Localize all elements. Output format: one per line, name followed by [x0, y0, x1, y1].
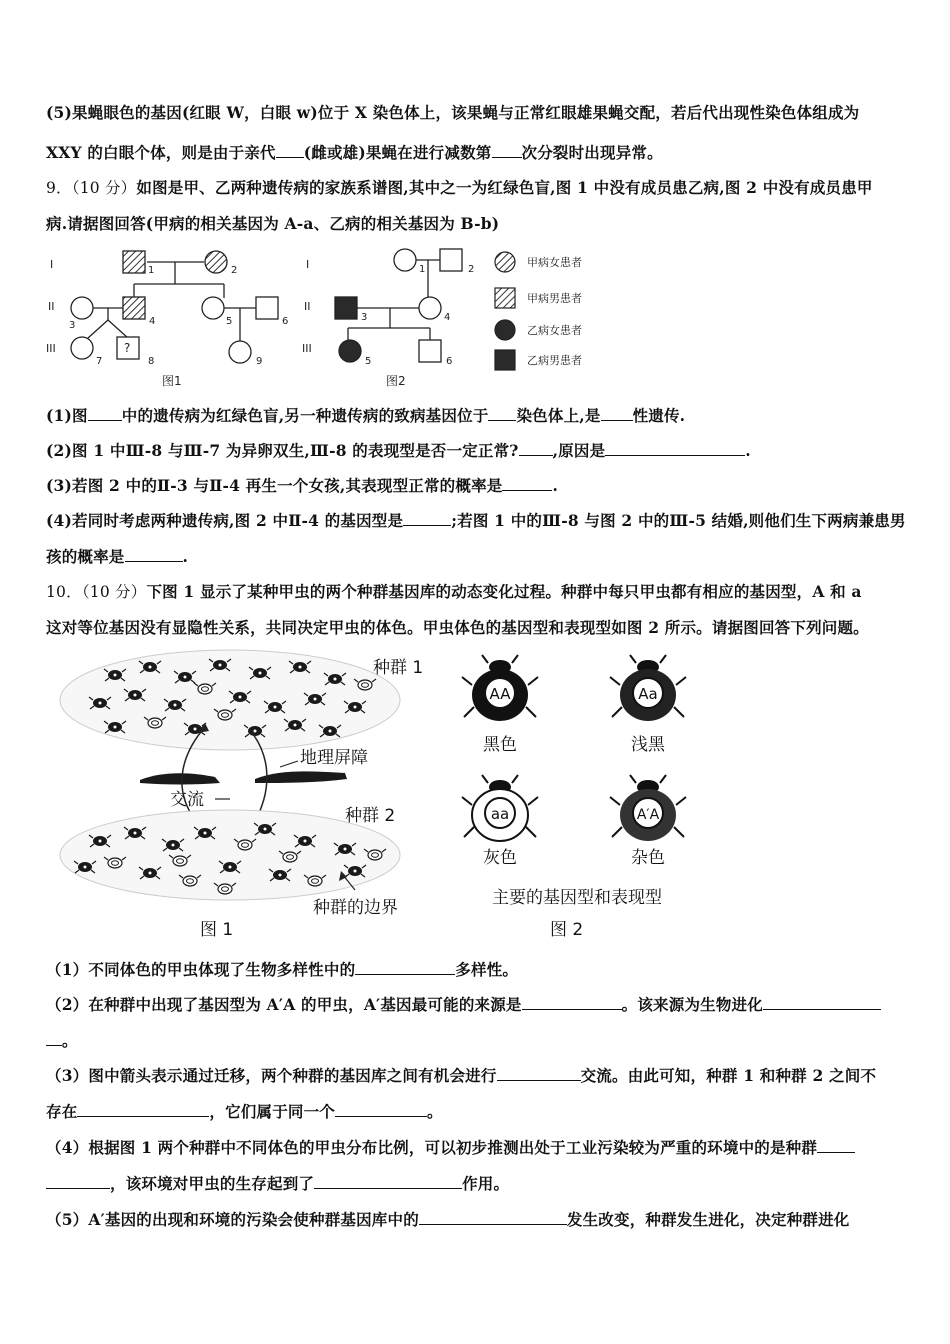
q10-sub3-a: （3）图中箭头表示通过迁移，两个种群的基因库之间有机会进行 — [46, 1066, 497, 1085]
q9-sub2-a: (2)图 1 中Ⅲ-8 与Ⅲ-7 为异卵双生,Ⅲ-8 的表现型是否一定正常? — [46, 441, 519, 460]
beetle-AA — [462, 655, 538, 721]
q10-sub2-blank-1[interactable] — [522, 995, 622, 1010]
q9-sub1-blank-3[interactable] — [601, 406, 633, 421]
q8-5-text-b: (雌或雄)果蝇在进行减数第 — [303, 143, 492, 162]
fig2-gen-III: III — [302, 342, 312, 355]
fig1-id-4: 4 — [149, 316, 156, 327]
q10-sub5-blank-1[interactable] — [419, 1210, 567, 1225]
q10-intro1: 下图 1 显示了某种甲虫的两个种群基因库的动态变化过程。种群中每只甲虫都有相应的基因型，A 和 a — [146, 582, 862, 601]
q8-5-line1: (5)果蝇眼色的基因(红眼 W，白眼 w)位于 X 染色体上，该果蝇与正常红眼雄果蝇交配，若后代出现性染色体组成为 — [46, 103, 860, 122]
q10-sub2-line2 — [46, 1029, 78, 1051]
q10-sub3-e: 。 — [427, 1102, 443, 1121]
q9-intro1: 如图是甲、乙两种遗传病的家族系谱图,其中之一为红绿色盲,图 1 中没有成员患乙病,图 2 中没有成员患甲 — [136, 178, 873, 197]
q9-sub4-c: 孩的概率是 — [46, 547, 125, 566]
fig2-id-2: 2 — [468, 264, 475, 275]
fig2-id-5: 5 — [365, 356, 372, 367]
q10-sub2-c: 。 — [62, 1031, 78, 1050]
fig2-I-1-female — [394, 249, 416, 271]
q10-sub3-b: 交流。由此可知，种群 1 和种群 2 之间不 — [580, 1066, 877, 1085]
q9-sub2-blank-1[interactable] — [519, 441, 553, 456]
q10-sub1 — [46, 958, 518, 980]
q10-number: 10．（10 分） — [46, 583, 147, 601]
fig1-id-7: 7 — [96, 356, 103, 367]
q10-sub2-a: （2）在种群中出现了基因型为 A′A 的甲虫，A′基因最可能的来源是 — [46, 995, 522, 1014]
q10-sub2-blank-2-cont[interactable] — [46, 1031, 62, 1046]
fig1-caption-beetles: 图 1 — [200, 920, 234, 940]
q9-sub2 — [46, 439, 751, 461]
fig2-III-6-male — [419, 340, 441, 362]
legend-icon-yi-female — [495, 320, 515, 340]
q10-sub4-blank-1-cont[interactable] — [46, 1174, 110, 1189]
fig2-title: 主要的基因型和表现型 — [492, 888, 662, 908]
fig1-I-1-affected-male — [123, 251, 145, 273]
q9-number: 9．（10 分） — [46, 179, 137, 197]
fig2-caption: 图2 — [386, 374, 406, 388]
q9-sub4-a: (4)若同时考虑两种遗传病,图 2 中Ⅱ-4 的基因型是 — [46, 511, 404, 530]
q10-sub4-c: 作用。 — [462, 1174, 510, 1193]
q9-sub2-b: ,原因是 — [552, 441, 606, 460]
fig2-id-4: 4 — [444, 312, 451, 323]
q9-sub1-blank-2[interactable] — [488, 406, 516, 421]
q10-intro-line1 — [46, 580, 862, 602]
phenotype-black: 黑色 — [483, 735, 517, 755]
q9-sub1-a: (1)图 — [46, 406, 88, 425]
fig1-caption: 图1 — [162, 374, 182, 388]
genotype-Aa: Aa — [638, 685, 658, 703]
fig2-III-5-affected-female — [339, 340, 361, 362]
fig1-III-7-female — [71, 337, 93, 359]
q10-sub2-b: 。该来源为生物进化 — [621, 995, 763, 1014]
q9-sub1-c: 染色体上,是 — [516, 406, 601, 425]
q9-sub3 — [46, 474, 558, 496]
fig2-gen-II: II — [304, 300, 311, 313]
fig1-III-9-female — [229, 341, 251, 363]
q8-5-text-c: 次分裂时出现异常。 — [521, 143, 663, 162]
q9-sub1 — [46, 404, 685, 426]
fig1-II-6-male — [256, 297, 278, 319]
fig1-id-6: 6 — [282, 316, 289, 327]
q10-sub4-a: （4）根据图 1 两个种群中不同体色的甲虫分布比例，可以初步推测出处于工业污染较为严重的环境中的是种群 — [46, 1138, 818, 1157]
q10-sub3-line1 — [46, 1064, 876, 1086]
q10-sub2-line1 — [46, 993, 881, 1015]
q10-sub3-d: ，它们属于同一个 — [209, 1102, 336, 1121]
legend-icon-yi-male — [495, 350, 515, 370]
q8-5-blank-1[interactable] — [276, 143, 304, 158]
fig2-gen-I: I — [306, 258, 310, 271]
fig1-id-5: 5 — [226, 316, 233, 327]
fig2-I-2-male — [440, 249, 462, 271]
population-2-label: 种群 2 — [345, 806, 396, 826]
fig2-II-4-female — [419, 297, 441, 319]
fig1-I-2-affected-female — [205, 251, 227, 273]
q9-sub4-d: . — [182, 547, 189, 566]
legend-label-jia-female: 甲病女患者 — [527, 256, 582, 269]
q10-sub5-line1 — [46, 1208, 850, 1230]
fig2-id-3: 3 — [361, 312, 368, 323]
beetle-Aa — [610, 655, 686, 721]
fig1-II-4-affected-male — [123, 297, 145, 319]
beetle-aa — [462, 775, 538, 841]
legend-icon-jia-male — [495, 288, 515, 308]
fig1-id-3: 3 — [69, 320, 76, 331]
q9-sub4-b: ;若图 1 中的Ⅲ-8 与图 2 中的Ⅲ-5 结婚,则他们生下两病兼患男 — [451, 511, 906, 530]
genotype-aa: aa — [490, 805, 510, 823]
legend-label-yi-male: 乙病男患者 — [527, 354, 582, 367]
phenotype-gray: 灰色 — [483, 848, 517, 868]
legend-label-yi-female: 乙病女患者 — [527, 324, 582, 337]
q9-sub3-b: . — [552, 476, 559, 495]
fig1-unknown-mark: ? — [124, 341, 131, 355]
q10-sub1-blank[interactable] — [355, 960, 455, 975]
q9-sub2-blank-2[interactable] — [605, 441, 745, 456]
fig1-II-3-female — [71, 297, 93, 319]
q10-sub1-a: （1）不同体色的甲虫体现了生物多样性中的 — [46, 960, 356, 979]
q9-sub4-blank-2[interactable] — [125, 547, 183, 562]
q9-intro-line1 — [46, 176, 873, 198]
q9-sub2-c: . — [745, 441, 751, 460]
population-1-label: 种群 1 — [373, 658, 424, 678]
q10-sub2-blank-2[interactable] — [763, 995, 881, 1010]
fig1-gen-III: III — [46, 342, 56, 355]
q9-sub1-b: 中的遗传病为红绿色盲,另一种遗传病的致病基因位于 — [121, 406, 489, 425]
phenotype-light-black: 浅黑 — [631, 735, 665, 755]
fig1-id-2: 2 — [231, 265, 238, 276]
legend-icon-jia-female — [495, 252, 515, 272]
q10-sub4-blank-1[interactable] — [817, 1138, 855, 1153]
fig2-id-6: 6 — [446, 356, 453, 367]
fig2-II-3-affected-male — [335, 297, 357, 319]
phenotype-mottled: 杂色 — [631, 848, 665, 868]
q9-sub4-blank-1[interactable] — [403, 511, 451, 526]
q9-sub1-d: 性遗传. — [632, 406, 686, 425]
q8-5-blank-2[interactable] — [492, 143, 522, 158]
legend-label-jia-male: 甲病男患者 — [527, 292, 582, 305]
fig1-id-1: 1 — [148, 265, 155, 276]
q8-5-text-a: XXY 的白眼个体，则是由于亲代 — [46, 143, 276, 162]
q10-sub3-blank-1[interactable] — [497, 1066, 581, 1081]
boundary-label: 种群的边界 — [313, 898, 398, 918]
fig1-gen-I: I — [50, 258, 54, 271]
genotype-A-prime-A: A′A — [636, 807, 660, 823]
fig2-id-1: 1 — [419, 264, 426, 275]
exchange-label: 交流 — [170, 790, 204, 810]
q10-sub4-b: ，该环境对甲虫的生存起到了 — [110, 1174, 315, 1193]
q9-sub4-line1 — [46, 509, 906, 531]
fig1-II-5-female — [202, 297, 224, 319]
q8-5-line2 — [46, 141, 663, 163]
q10-sub5-a: （5）A′基因的出现和环境的污染会使种群基因库中的 — [46, 1210, 419, 1229]
q10-sub3-blank-2[interactable] — [77, 1102, 209, 1117]
q10-sub3-line2 — [46, 1100, 443, 1122]
fig1-id-9: 9 — [256, 356, 263, 367]
fig1-gen-II: II — [48, 300, 55, 313]
q9-sub3-blank[interactable] — [502, 476, 552, 491]
fig2-caption-beetles: 图 2 — [550, 920, 584, 940]
q9-intro-line2: 病.请据图回答(甲病的相关基因为 A-a、乙病的相关基因为 B-b) — [46, 214, 500, 233]
beetle-A-prime-A — [610, 775, 686, 841]
q10-sub1-b: 多样性。 — [455, 960, 519, 979]
q10-sub4-line2 — [46, 1172, 509, 1194]
q10-sub3-c: 存在 — [46, 1102, 78, 1121]
q10-sub4-blank-2[interactable] — [314, 1174, 462, 1189]
beetle-figure — [55, 645, 715, 945]
q10-intro-line2: 这对等位基因没有显隐性关系，共同决定甲虫的体色。甲虫体色的基因型和表现型如图 2 所示。请据图回答下列问题。 — [46, 618, 869, 637]
pedigree-figure — [40, 240, 610, 390]
q10-sub5-b: 发生改变，种群发生进化，决定种群进化 — [566, 1210, 850, 1229]
q10-sub4-line1 — [46, 1136, 855, 1158]
q9-sub3-a: (3)若图 2 中的Ⅱ-3 与Ⅱ-4 再生一个女孩,其表现型正常的概率是 — [46, 476, 503, 495]
q10-sub3-blank-3[interactable] — [335, 1102, 427, 1117]
q9-sub1-blank-1[interactable] — [88, 406, 122, 421]
q9-sub4-line2 — [46, 545, 188, 567]
barrier-label: 地理屏障 — [300, 748, 368, 768]
genotype-AA: AA — [489, 685, 511, 703]
fig1-id-8: 8 — [148, 356, 155, 367]
